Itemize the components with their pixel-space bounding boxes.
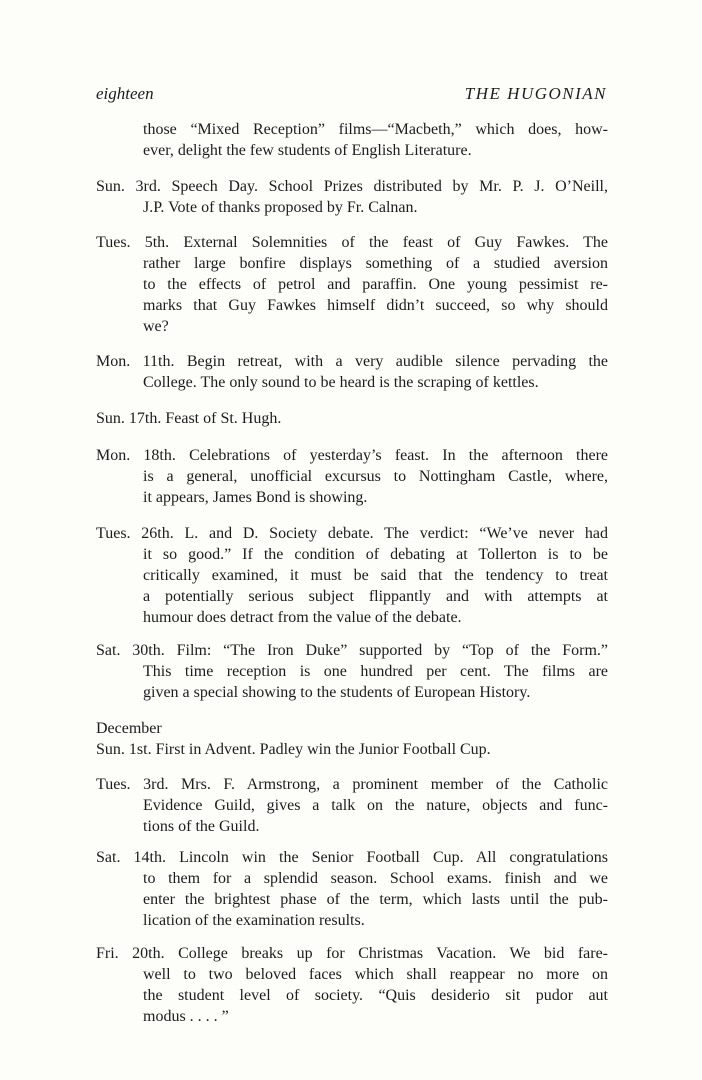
text-line: those “Mixed Reception” films—“Macbeth,” which does, how- bbox=[143, 121, 608, 138]
month-heading: December bbox=[96, 720, 162, 737]
text-line: marks that Guy Fawkes himself didn’t succeed, so why should bbox=[143, 297, 608, 314]
text-line: College. The only sound to be heard is the scraping of kettles. bbox=[143, 374, 539, 391]
text-line: enter the brightest phase of the term, which lasts until the pub- bbox=[143, 891, 608, 908]
text-line: Tues. 5th. External Solemnities of the feast of Guy Fawkes. The bbox=[96, 234, 608, 251]
text-line: Sat. 14th. Lincoln win the Senior Football Cup. All congratulations bbox=[96, 849, 608, 866]
text-line: Fri. 20th. College breaks up for Christmas Vacation. We bid fare- bbox=[96, 945, 608, 962]
text-line: to them for a splendid season. School exams. finish and we bbox=[143, 870, 608, 887]
text-line: J.P. Vote of thanks proposed by Fr. Calnan. bbox=[143, 199, 418, 216]
text-line: Sun. 3rd. Speech Day. School Prizes distributed by Mr. P. J. O’Neill, bbox=[96, 178, 608, 195]
text-line: tions of the Guild. bbox=[143, 818, 260, 835]
text-line: modus . . . . ” bbox=[143, 1008, 229, 1025]
text-line: Mon. 11th. Begin retreat, with a very audible silence pervading the bbox=[96, 353, 608, 370]
text-line: This time reception is one hundred per cent. The films are bbox=[143, 663, 608, 680]
text-line: is a general, unofficial excursus to Nottingham Castle, where, bbox=[143, 468, 608, 485]
text-line: Evidence Guild, gives a talk on the nature, objects and func- bbox=[143, 797, 608, 814]
text-line: well to two beloved faces which shall reappear no more on bbox=[143, 966, 608, 983]
text-line: it so good.” If the condition of debating at Tollerton is to be bbox=[143, 546, 608, 563]
text-line: to the effects of petrol and paraffin. One young pessimist re- bbox=[143, 276, 608, 293]
text-line: the student level of society. “Quis desiderio sit pudor aut bbox=[143, 987, 608, 1004]
text-line: Sat. 30th. Film: “The Iron Duke” supported by “Top of the Form.” bbox=[96, 642, 608, 659]
page-number: eighteen bbox=[96, 84, 154, 103]
text-line: given a special showing to the students of European History. bbox=[143, 684, 531, 701]
text-line: it appears, James Bond is showing. bbox=[143, 489, 368, 506]
text-line: Mon. 18th. Celebrations of yesterday’s feast. In the afternoon there bbox=[96, 447, 608, 464]
text-line: lication of the examination results. bbox=[143, 912, 365, 929]
text-line: Tues. 26th. L. and D. Society debate. The verdict: “We’ve never had bbox=[96, 525, 608, 542]
running-title: THE HUGONIAN bbox=[464, 84, 607, 103]
text-line: ever, delight the few students of English Literature. bbox=[143, 142, 472, 159]
text-line: critically examined, it must be said that the tendency to treat bbox=[143, 567, 608, 584]
text-line: Sun. 1st. First in Advent. Padley win the Junior Football Cup. bbox=[96, 741, 491, 758]
text-line: humour does detract from the value of the debate. bbox=[143, 609, 462, 626]
text-line: Sun. 17th. Feast of St. Hugh. bbox=[96, 410, 282, 427]
text-line: rather large bonfire displays something of a studied aversion bbox=[143, 255, 608, 272]
text-line: a potentially serious subject flippantly and with attempts at bbox=[143, 588, 608, 605]
text-line: we? bbox=[143, 318, 169, 335]
text-line: Tues. 3rd. Mrs. F. Armstrong, a prominent member of the Catholic bbox=[96, 776, 608, 793]
